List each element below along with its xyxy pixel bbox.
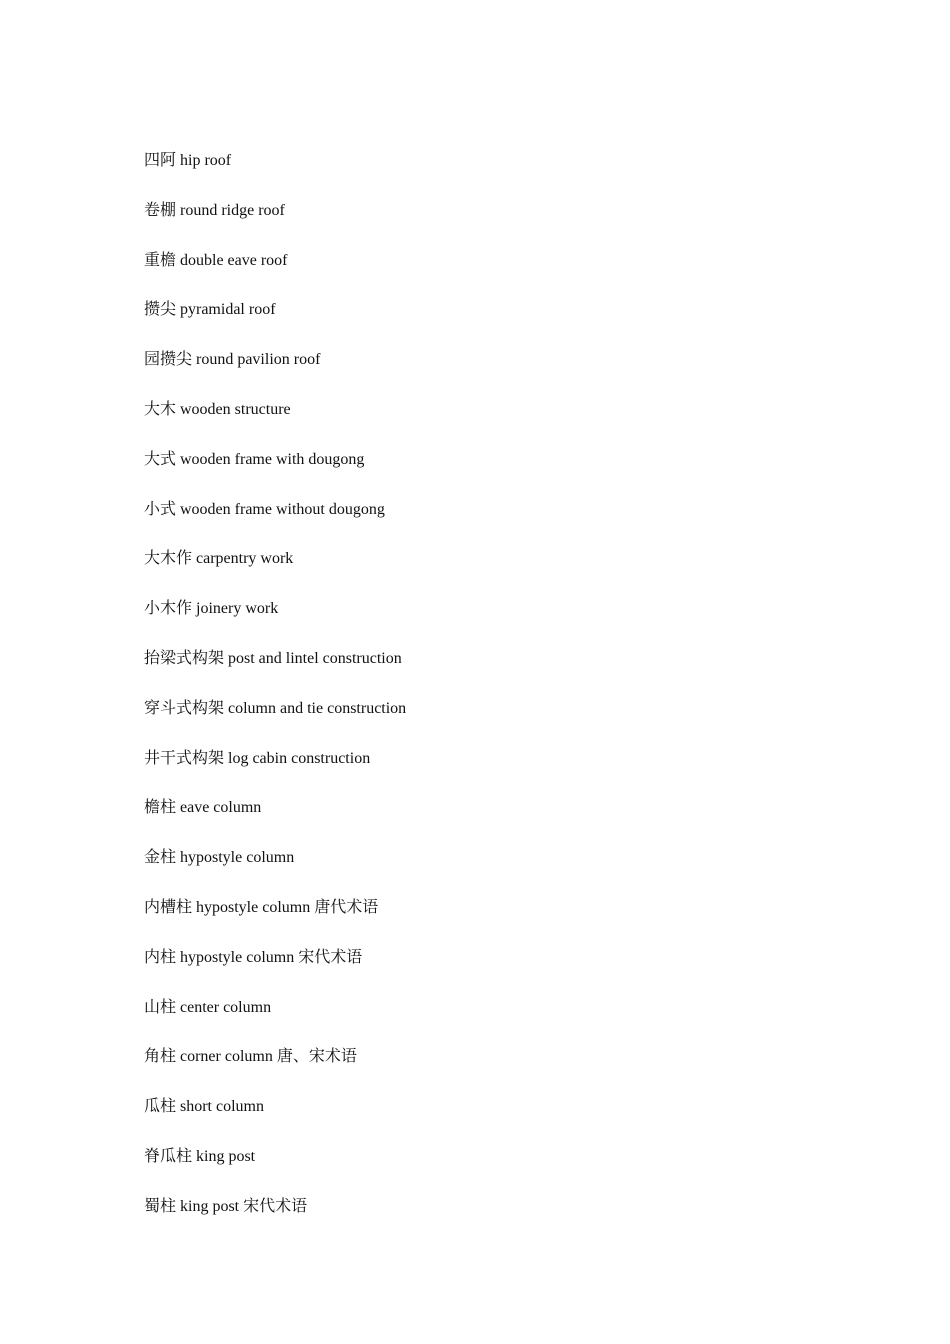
term-entry: 卷棚 round ridge roof: [144, 201, 285, 219]
term-entry: 重檐 double eave roof: [144, 251, 288, 269]
term-entry: 金柱 hypostyle column: [144, 849, 295, 867]
term-entry: 内柱 hypostyle column 宋代术语: [144, 948, 363, 966]
term-entry: 大木作 carpentry work: [144, 550, 294, 568]
term-entry: 山柱 center column: [144, 998, 272, 1016]
term-entry: 小木作 joinery work: [144, 600, 279, 618]
term-entry: 脊瓜柱 king post: [144, 1147, 256, 1165]
term-entry: 井干式构架 log cabin construction: [144, 749, 371, 767]
term-entry: 穿斗式构架 column and tie construction: [144, 699, 407, 717]
term-list: [144, 148, 406, 1244]
term-entry: 抬梁式构架 post and lintel construction: [144, 649, 402, 667]
term-entry: 瓜柱 short column: [144, 1098, 264, 1116]
term-entry: 大式 wooden frame with dougong: [144, 450, 365, 468]
term-entry: 内槽柱 hypostyle column 唐代术语: [144, 898, 379, 916]
term-entry: 园攒尖 round pavilion roof: [144, 351, 321, 369]
term-entry: 角柱 corner column 唐、宋术语: [144, 1048, 357, 1066]
term-entry: 大木 wooden structure: [144, 400, 291, 418]
term-entry: 小式 wooden frame without dougong: [144, 500, 385, 518]
term-entry: 攒尖 pyramidal roof: [144, 301, 276, 319]
term-entry: 檐柱 eave column: [144, 799, 262, 817]
term-entry: 四阿 hip roof: [144, 152, 232, 169]
term-entry: 蜀柱 king post 宋代术语: [144, 1197, 308, 1215]
